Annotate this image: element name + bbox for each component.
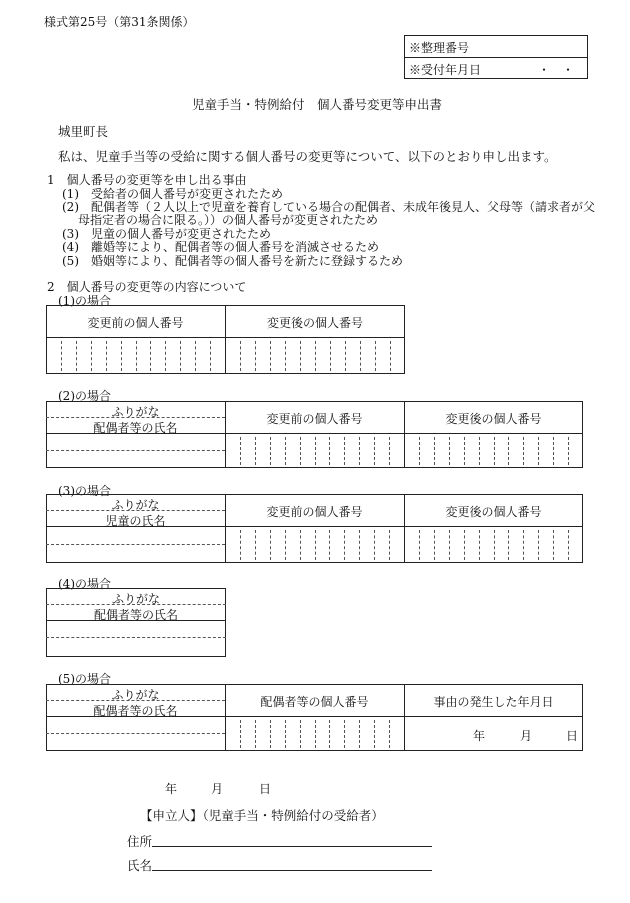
digit-separator [508,530,509,560]
digit-separator [359,720,360,748]
received-date-label: ※受付年月日 [409,63,482,77]
digit-separator [270,341,271,371]
digit-separator [315,530,316,560]
digit-separator [240,720,241,748]
digit-separator [494,437,495,465]
digit-separator [285,341,286,371]
digit-separator [494,530,495,560]
case2-name-divider [46,450,225,451]
intro-text: 私は、児童手当等の受給に関する個人番号の変更等について、以下のとおり申し出ます。 [58,149,557,164]
case1-before-header: 変更前の個人番号 [87,316,184,330]
received-date-dots: ・ ・ [538,63,575,77]
digit-separator [195,341,196,371]
case3-furigana-label: ふりがな [111,498,160,512]
digit-separator [329,437,330,465]
reason-item-4: (4) 離婚等により、配偶者等の個人番号を消滅させるため [62,240,380,254]
digit-separator [76,341,77,371]
digit-separator [389,720,390,748]
case4-furigana-label: ふりがな [111,592,160,606]
case5-date-month: 月 [520,729,533,743]
document-title: 児童手当・特例給付 個人番号変更等申出書 [192,97,443,112]
case5-date-day: 日 [566,729,579,743]
digit-separator [375,341,376,371]
case3-name-divider [46,544,225,545]
address-line[interactable] [152,846,432,847]
case3-before-digits[interactable] [225,527,404,563]
digit-separator [434,437,435,465]
case1-after-digits[interactable] [225,338,405,374]
digit-separator [464,437,465,465]
form-number: 様式第25号（第31条関係） [44,15,195,29]
digit-separator [419,530,420,560]
case3-name-label: 児童の氏名 [105,514,166,528]
digit-separator [479,437,480,465]
digit-separator [315,437,316,465]
digit-separator [464,530,465,560]
digit-separator [553,530,554,560]
digit-separator [449,437,450,465]
digit-separator [285,720,286,748]
digit-separator [180,341,181,371]
digit-separator [270,720,271,748]
digit-separator [285,530,286,560]
digit-separator [240,437,241,465]
digit-separator [538,530,539,560]
digit-separator [568,437,569,465]
case3-after-header: 変更後の個人番号 [445,505,542,519]
applicant-label: 【申立人】（児童手当・特例給付の受給者） [140,808,384,823]
digit-separator [523,530,524,560]
reason-item-5: (5) 婚姻等により、配偶者等の個人番号を新たに登録するため [62,254,404,268]
digit-separator [150,341,151,371]
digit-separator [240,530,241,560]
digit-separator [374,437,375,465]
section1-heading: 1 個人番号の変更等を申し出る事由 [47,173,247,187]
digit-separator [300,437,301,465]
digit-separator [329,720,330,748]
digit-separator [285,437,286,465]
reason-item-2-cont: 母指定者の場合に限る。））の個人番号が変更されたため [78,213,379,227]
applicant-name-label: 氏名 [127,858,153,873]
case5-label: (5)の場合 [58,672,111,686]
digit-separator [136,341,137,371]
digit-separator [359,530,360,560]
digit-separator [121,341,122,371]
digit-separator [255,720,256,748]
office-use-divider [404,57,588,58]
case2-name-label: 配偶者等の氏名 [93,421,178,435]
address-label: 住所 [127,834,153,849]
digit-separator [523,437,524,465]
case1-label: (1)の場合 [58,294,111,308]
footer-date-day: 日 [259,782,272,796]
case4-name-divider [46,637,226,638]
case3-label: (3)の場合 [58,484,111,498]
case3-after-digits[interactable] [404,527,583,563]
digit-separator [419,437,420,465]
addressee: 城里町長 [58,124,109,139]
case5-date-year: 年 [473,729,486,743]
digit-separator [270,437,271,465]
case1-after-header: 変更後の個人番号 [266,316,363,330]
digit-separator [345,341,346,371]
digit-separator [344,530,345,560]
digit-separator [389,437,390,465]
case3-before-header: 変更前の個人番号 [266,505,363,519]
case2-label: (2)の場合 [58,389,111,403]
digit-separator [344,437,345,465]
digit-separator [508,437,509,465]
digit-separator [449,530,450,560]
digit-separator [359,437,360,465]
section2-heading: 2 個人番号の変更等の内容について [47,280,247,294]
digit-separator [568,530,569,560]
case5-date-header: 事由の発生した年月日 [433,695,554,709]
case4-label: (4)の場合 [58,577,111,591]
digit-separator [91,341,92,371]
digit-separator [315,341,316,371]
digit-separator [255,341,256,371]
digit-separator [255,530,256,560]
case2-before-header: 変更前の個人番号 [266,412,363,426]
digit-separator [434,530,435,560]
digit-separator [390,341,391,371]
case2-before-digits[interactable] [225,434,404,468]
case4-name-label: 配偶者等の氏名 [93,608,178,622]
digit-separator [553,437,554,465]
case5-number-header: 配偶者等の個人番号 [260,695,369,709]
digit-separator [479,530,480,560]
case2-after-header: 変更後の個人番号 [445,412,542,426]
case5-name-divider [46,733,225,734]
digit-separator [255,437,256,465]
footer-date-month: 月 [211,782,224,796]
digit-separator [538,437,539,465]
ref-number-label: ※整理番号 [409,41,470,55]
digit-separator [165,341,166,371]
case1-before-digits[interactable] [46,338,225,374]
reason-item-2: (2) 配偶者等（２人以上で児童を養育している場合の配偶者、未成年後見人、父母等（請求者が父 [62,200,596,214]
digit-separator [374,720,375,748]
digit-separator [389,530,390,560]
digit-separator [270,530,271,560]
digit-separator [106,341,107,371]
digit-separator [344,720,345,748]
digit-separator [300,341,301,371]
digit-separator [315,720,316,748]
case5-name-label: 配偶者等の氏名 [93,704,178,718]
case2-after-digits[interactable] [404,434,583,468]
digit-separator [330,341,331,371]
footer-date-year: 年 [165,782,178,796]
digit-separator [61,341,62,371]
name-line[interactable] [152,870,432,871]
digit-separator [300,530,301,560]
case5-furigana-label: ふりがな [111,688,160,702]
reason-item-3: (3) 児童の個人番号が変更されたため [62,227,271,241]
digit-separator [329,530,330,560]
reason-item-1: (1) 受給者の個人番号が変更されたため [62,187,283,201]
digit-separator [210,341,211,371]
digit-separator [360,341,361,371]
case2-furigana-label: ふりがな [111,405,160,419]
digit-separator [374,530,375,560]
digit-separator [300,720,301,748]
case5-number-digits[interactable] [225,717,404,751]
digit-separator [240,341,241,371]
